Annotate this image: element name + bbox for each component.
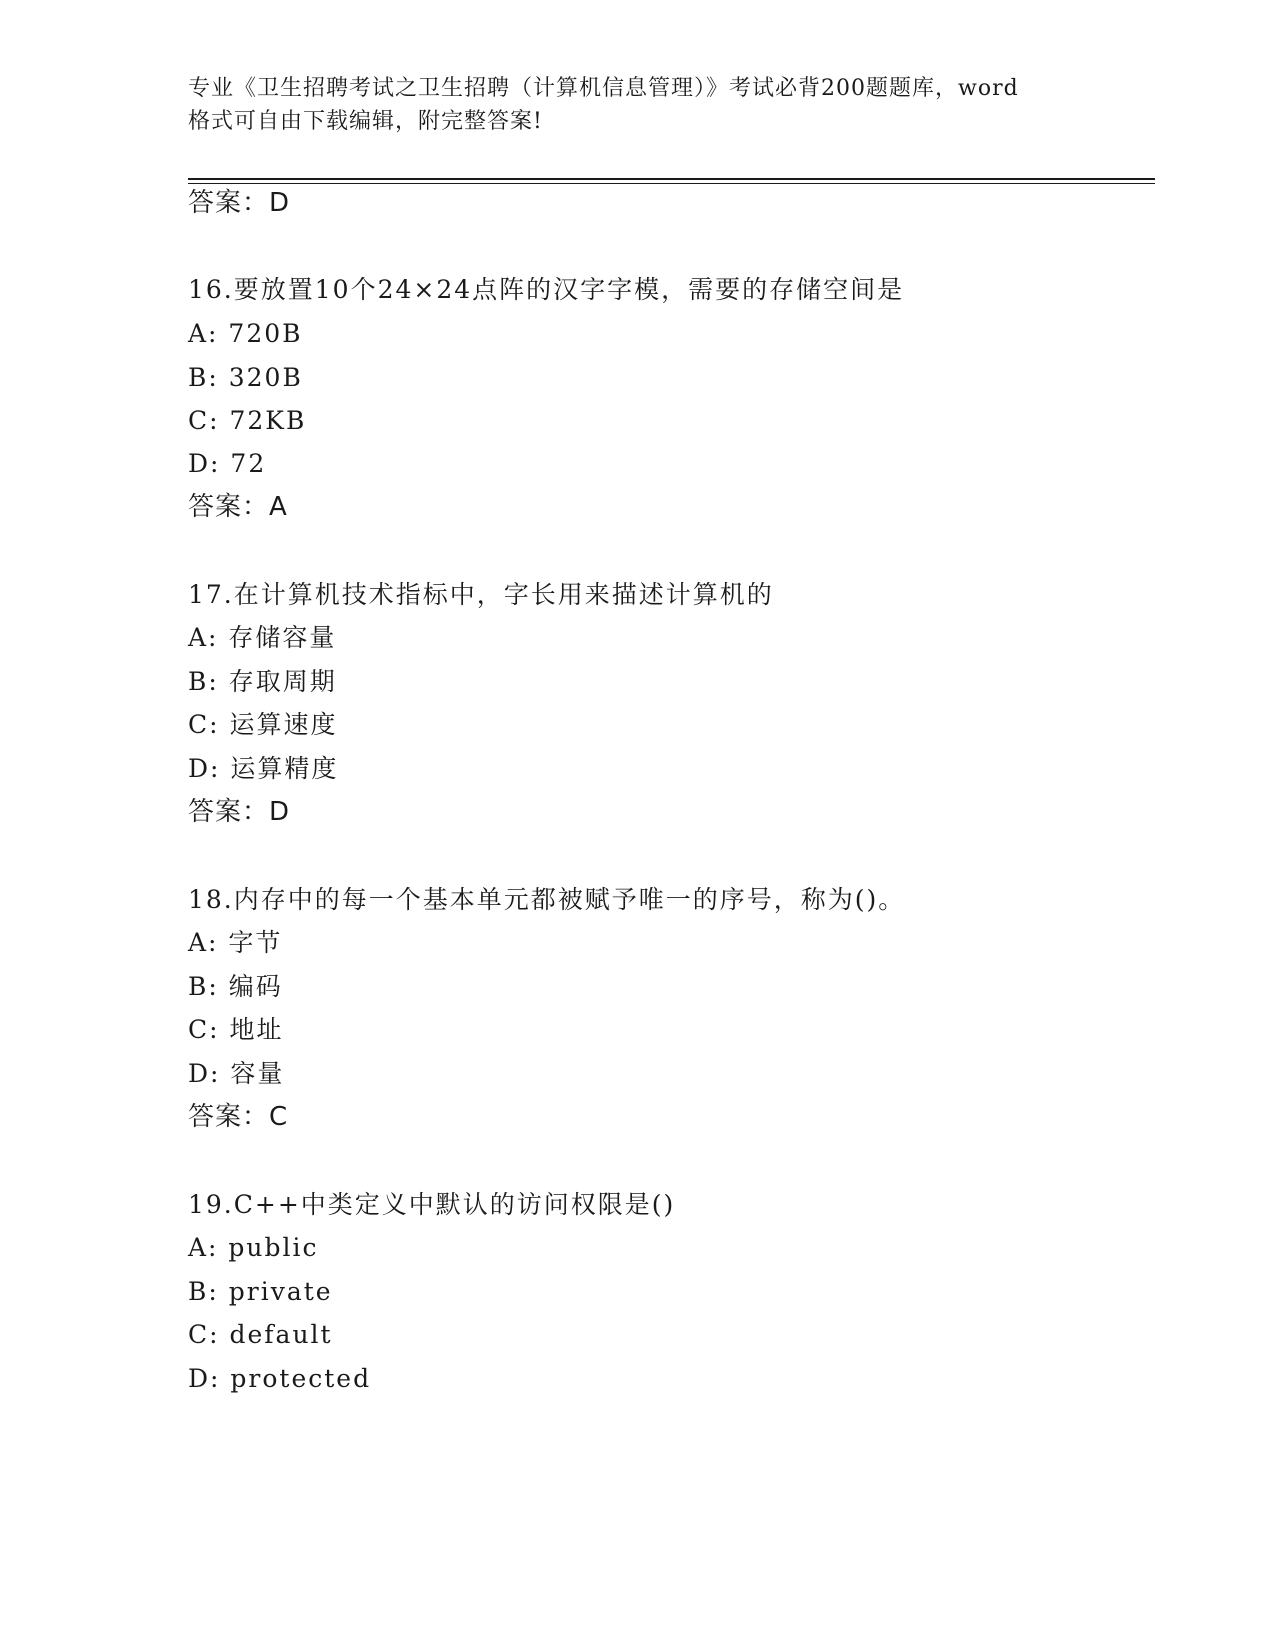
question-17-answer: 答案：D <box>188 797 291 827</box>
question-18-option-d: D: 容量 <box>188 1059 285 1088</box>
question-16-answer: 答案：A <box>188 492 288 522</box>
header-line-1: 专业《卫生招聘考试之卫生招聘（计算机信息管理）》考试必背200题题库，word <box>188 76 1019 101</box>
document-header <box>188 72 1088 138</box>
question-19-option-c: C: default <box>188 1320 333 1349</box>
question-17-stem: 17.在计算机技术指标中，字长用来描述计算机的 <box>188 580 774 609</box>
question-17-option-a: A: 存储容量 <box>188 623 337 652</box>
question-18-option-a: A: 字节 <box>188 928 283 957</box>
question-19-option-d: D: protected <box>188 1364 372 1393</box>
header-rule-thin <box>188 183 1155 184</box>
header-rule-thick <box>188 178 1155 180</box>
question-16-option-d: D: 72 <box>188 449 267 478</box>
question-16-option-b: B: 320B <box>188 363 303 392</box>
question-16-option-a: A: 720B <box>188 319 303 348</box>
question-16-stem: 16.要放置10个24×24点阵的汉字字模，需要的存储空间是 <box>188 275 905 304</box>
question-17-option-d: D: 运算精度 <box>188 754 339 783</box>
question-16-option-c: C: 72KB <box>188 406 307 435</box>
question-17-option-c: C: 运算速度 <box>188 710 338 739</box>
question-19-option-b: B: private <box>188 1277 333 1306</box>
question-18-option-b: B: 编码 <box>188 972 283 1001</box>
question-18-stem: 18.内存中的每一个基本单元都被赋予唯一的序号，称为()。 <box>188 885 906 914</box>
question-18-option-c: C: 地址 <box>188 1015 284 1044</box>
header-line-2: 格式可自由下载编辑，附完整答案! <box>188 109 543 134</box>
question-18-answer: 答案：C <box>188 1102 289 1132</box>
question-17-option-b: B: 存取周期 <box>188 667 337 696</box>
question-19-option-a: A: public <box>188 1233 319 1262</box>
previous-answer: 答案：D <box>188 188 291 218</box>
question-19-stem: 19.C++中类定义中默认的访问权限是() <box>188 1190 676 1219</box>
